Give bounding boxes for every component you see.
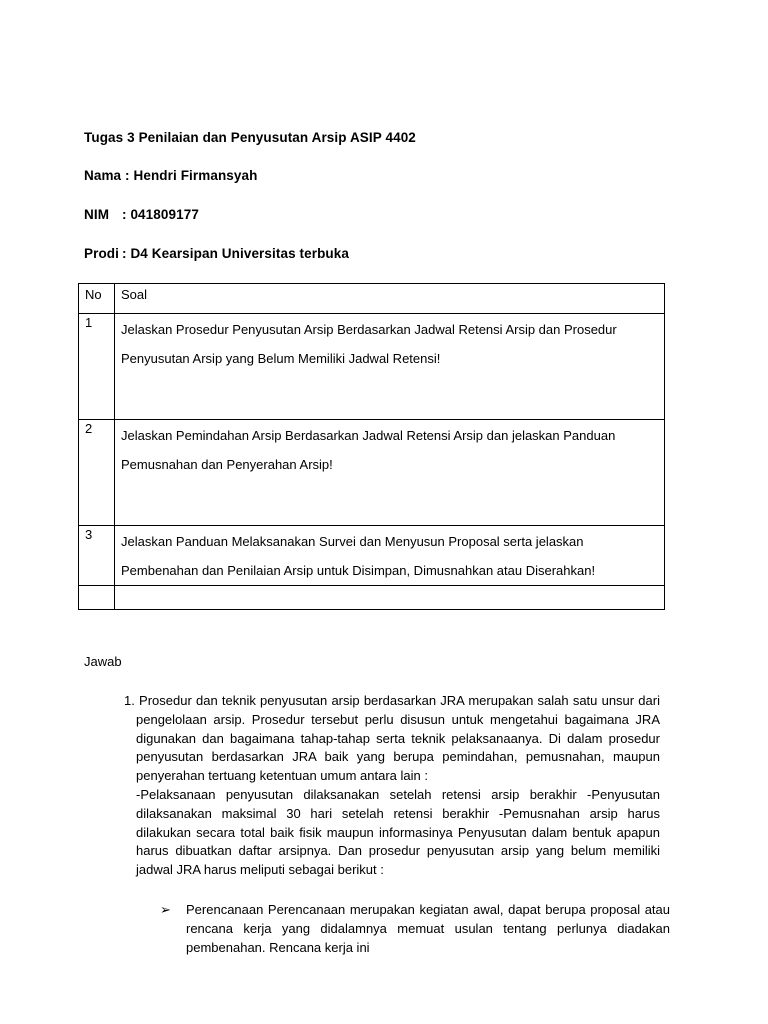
question-line: Jelaskan Prosedur Penyusutan Arsip Berdasarkan Jadwal Retensi Arsip dan Prosedur — [121, 322, 617, 337]
questions-table — [78, 283, 665, 610]
prodi-line: Prodi : D4 Kearsipan Universitas terbuka — [84, 246, 349, 261]
header-soal: Soal — [115, 284, 665, 314]
question-line: Pemusnahan dan Penyerahan Arsip! — [121, 457, 333, 472]
document-title: Tugas 3 Penilaian dan Penyusutan Arsip ASIP 4402 — [84, 130, 416, 145]
question-line: Jelaskan Pemindahan Arsip Berdasarkan Jadwal Retensi Arsip dan jelaskan Panduan — [121, 428, 616, 443]
nim-label: NIM — [84, 207, 110, 222]
question-line: Penyusutan Arsip yang Belum Memiliki Jadwal Retensi! — [121, 351, 441, 366]
answer-paragraph-2: -Pelaksanaan penyusutan dilaksanakan setelah retensi arsip berakhir -Penyusutan dilaksanakan maksimal 30 hari setelah retensi berakhir -Pemusnahan arsip harus dilakukan secara total baik fisik maupun informasinya Penyusutan dalam bentuk apapun harus dibuatkan daftar arsipnya. Dan prosedur penyusutan arsip yang belum memiliki jadwal JRA harus meliputi sebagai berikut : — [136, 786, 660, 878]
question-line: Jelaskan Panduan Melaksanakan Survei dan Menyusun Proposal serta jelaskan — [121, 534, 584, 549]
name-line: Nama : Hendri Firmansyah — [84, 168, 258, 183]
table-header-row — [79, 284, 665, 314]
question-text — [115, 420, 665, 526]
row-number: 3 — [79, 526, 115, 586]
answer-body — [124, 692, 660, 880]
prodi-label: Prodi — [84, 246, 120, 261]
header-no: No — [79, 284, 115, 314]
answer-paragraph-text: Prosedur dan teknik penyusutan arsip berdasarkan JRA merupakan salah satu unsur dari pengelolaan arsip. Prosedur tersebut perlu disusun untuk mengetahui bagaimana JRA digunakan dan bagaimana tahap-tahap serta teknik pelaksanaanya. Di dalam prosedur penyusutan berdasarkan JRA baik yang berupa pemindahan, pemusnahan, maupun penyerahan tertuang ketentuan umum antara lain : — [136, 693, 660, 784]
nim-line: NIM : 041809177 — [84, 207, 199, 222]
answer-heading: Jawab — [84, 654, 122, 669]
table-row — [79, 526, 665, 586]
nim-value: 041809177 — [130, 207, 199, 222]
prodi-value: D4 Kearsipan Universitas terbuka — [130, 246, 349, 261]
row-number: 1 — [79, 314, 115, 420]
arrow-bullet-icon: ➢ — [160, 902, 171, 917]
name-label: Nama — [84, 168, 122, 183]
table-row-empty — [79, 586, 665, 610]
empty-cell — [115, 586, 665, 610]
table-row — [79, 314, 665, 420]
table-row — [79, 420, 665, 526]
answer-number: 1. — [124, 693, 135, 708]
empty-cell — [79, 586, 115, 610]
question-text — [115, 526, 665, 586]
answer-paragraph — [124, 692, 660, 786]
bullet-text: Perencanaan Perencanaan merupakan kegiatan awal, dapat berupa proposal atau rencana kerja yang didalamnya memuat usulan tentang perlunya diadakan pembenahan. Rencana kerja ini — [186, 902, 670, 955]
question-text — [115, 314, 665, 420]
row-number: 2 — [79, 420, 115, 526]
question-line: Pembenahan dan Penilaian Arsip untuk Disimpan, Dimusnahkan atau Diserahkan! — [121, 563, 596, 578]
name-value: Hendri Firmansyah — [133, 168, 258, 183]
